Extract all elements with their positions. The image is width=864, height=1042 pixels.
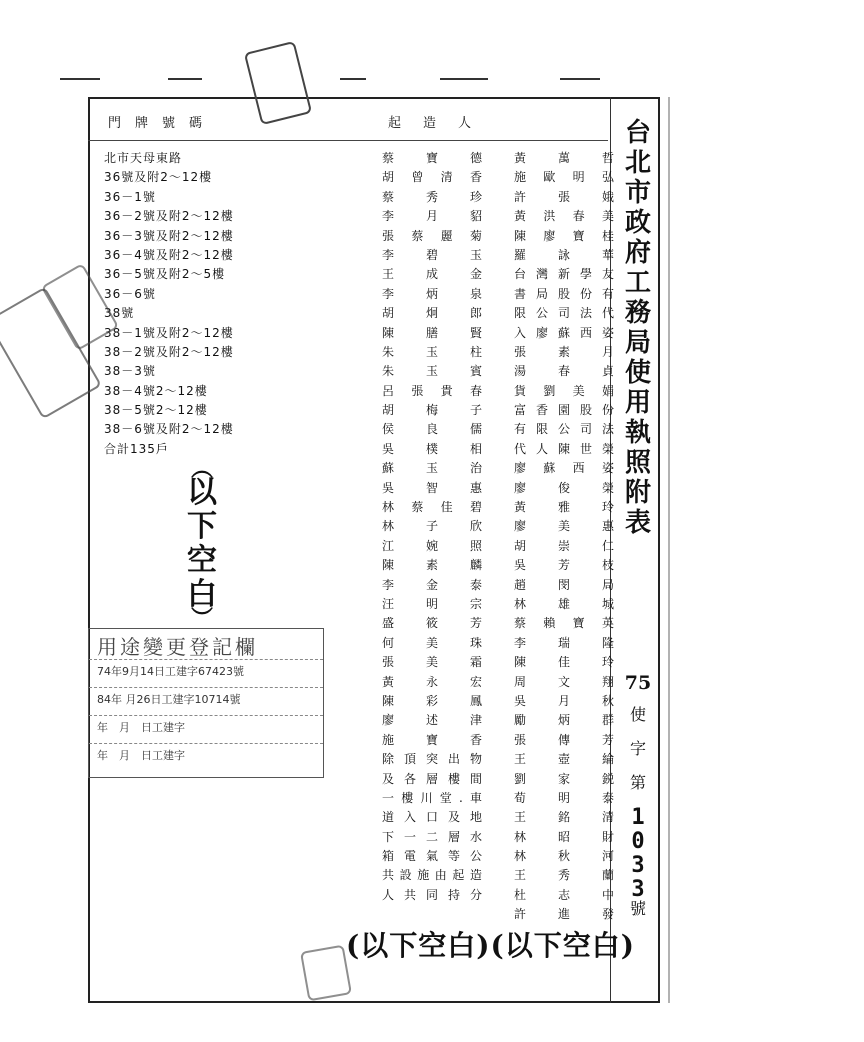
- founder-entry: 王 壺 綸: [514, 752, 614, 767]
- founder-entry: 吳 智 惠: [382, 480, 482, 495]
- founder-entry: 陳 佳 玲: [514, 655, 614, 670]
- title-char: 北: [624, 148, 651, 178]
- title-char: 府: [624, 238, 651, 268]
- founders-header: 起造人: [388, 116, 494, 131]
- title-char: 務: [624, 298, 651, 328]
- founder-entry: 杜 志 中: [514, 887, 614, 902]
- founder-entry: 林 秋 河: [514, 849, 614, 864]
- founder-entry: 共 設 施 由 起 造: [382, 868, 482, 883]
- founder-entry: 道 入 口 及 地: [382, 810, 482, 825]
- serial-digit: 0: [631, 829, 645, 854]
- title-char: 使: [624, 358, 651, 388]
- founder-entry: 蔡 秀 珍: [382, 189, 482, 204]
- founder-entry: 限 公 司 法 代: [514, 306, 614, 321]
- founder-entry: 羅 詠 華: [514, 247, 614, 262]
- note-char: 白: [187, 577, 217, 612]
- scan-mark: [440, 78, 488, 80]
- founder-entry: 胡 炯 郎: [382, 306, 482, 321]
- founder-entry: 周 文 翔: [514, 674, 614, 689]
- founder-entry: 張 素 月: [514, 344, 614, 359]
- handwritten-bottom-note: (以下空白)(以下空白): [346, 929, 635, 962]
- handwritten-blank-note: ︵ 以 下 空 白 ︶: [180, 462, 224, 626]
- address-entry: 36－3號及附2～12樓: [104, 228, 234, 243]
- stamp-row: 84年 月26日工建字10714號: [89, 687, 323, 711]
- founder-entry: 蔡 賴 寶 英: [514, 616, 614, 631]
- note-char: 下: [187, 509, 217, 544]
- founder-entry: 李 月 貂: [382, 209, 482, 224]
- scan-mark: [60, 78, 100, 80]
- founder-entry: 一 樓 川 堂 . 車: [382, 790, 482, 805]
- founder-entry: 陳 膳 賢: [382, 325, 482, 340]
- address-header: 門牌號碼: [108, 116, 217, 131]
- founder-entry: 富 香 園 股 份: [514, 403, 614, 418]
- founders-column-2: [514, 149, 614, 925]
- founder-entry: 李 瑞 隆: [514, 635, 614, 650]
- founder-entry: 入 廖 蘇 西 姿: [514, 325, 614, 340]
- founder-entry: 王 銘 清: [514, 810, 614, 825]
- title-char: 附: [624, 478, 651, 508]
- serial-digit: 1: [631, 805, 645, 830]
- address-entry: 38－1號及附2～12樓: [104, 325, 234, 340]
- founders-column-1: [382, 149, 482, 905]
- founder-entry: 許 進 發: [514, 907, 614, 922]
- address-column: [104, 149, 304, 459]
- founder-entry: 下 一 二 層 水: [382, 829, 482, 844]
- frame-edge: [668, 97, 670, 1003]
- founder-entry: 呂 張 貴 春: [382, 383, 482, 398]
- founder-entry: 林 蔡 佳 碧: [382, 500, 482, 515]
- founder-entry: 施 歐 明 弘: [514, 170, 614, 185]
- founder-entry: 廖 俊 榮: [514, 480, 614, 495]
- title-char: 用: [624, 388, 651, 418]
- founder-entry: 廖 美 惠: [514, 519, 614, 534]
- founder-entry: 王 秀 蘭: [514, 868, 614, 883]
- founder-entry: 吳 芳 枝: [514, 558, 614, 573]
- founder-entry: 及 各 層 樓 間: [382, 771, 482, 786]
- address-entry: 38－3號: [104, 364, 156, 379]
- usage-change-stamp: [88, 628, 324, 778]
- founder-entry: 林 子 欣: [382, 519, 482, 534]
- note-char: 以: [187, 475, 217, 510]
- scan-mark: [340, 78, 366, 80]
- founder-entry: 張 傳 芳: [514, 732, 614, 747]
- permit-year: 75: [624, 672, 652, 694]
- founder-entry: 陳 素 麟: [382, 558, 482, 573]
- founder-entry: 勵 炳 群: [514, 713, 614, 728]
- address-entry: 38－4號2～12樓: [104, 383, 208, 398]
- founder-entry: 李 金 泰: [382, 577, 482, 592]
- table-header: [88, 112, 608, 132]
- founder-entry: 陳 廖 寶 桂: [514, 228, 614, 243]
- founder-entry: 何 美 珠: [382, 635, 482, 650]
- title-char: 照: [624, 448, 651, 478]
- founder-entry: 劉 家 鋭: [514, 771, 614, 786]
- scan-mark: [560, 78, 600, 80]
- founder-entry: 貨 劉 美 娟: [514, 383, 614, 398]
- founder-entry: 代 人 陳 世 榮: [514, 441, 614, 456]
- address-entry: 38號: [104, 306, 135, 321]
- founder-entry: 黃 永 宏: [382, 674, 482, 689]
- founder-entry: 江 婉 照: [382, 538, 482, 553]
- founder-entry: 林 昭 財: [514, 829, 614, 844]
- founder-entry: 湯 春 貞: [514, 364, 614, 379]
- founder-entry: 林 雄 城: [514, 596, 614, 611]
- founder-entry: 除 頂 突 出 物: [382, 752, 482, 767]
- note-char: 空: [187, 543, 217, 578]
- address-entry: 36－4號及附2～12樓: [104, 247, 234, 262]
- founder-entry: 汪 明 宗: [382, 596, 482, 611]
- seal-stamp: [300, 945, 352, 1002]
- header-divider: [88, 140, 608, 141]
- address-entry: 36－1號: [104, 189, 156, 204]
- founder-entry: 荀 明 泰: [514, 790, 614, 805]
- permit-serial: [623, 806, 653, 902]
- title-char: 政: [624, 208, 651, 238]
- founder-entry: 王 成 金: [382, 267, 482, 282]
- founder-entry: 侯 良 儒: [382, 422, 482, 437]
- founder-entry: 人 共 同 持 分: [382, 887, 482, 902]
- founder-entry: 盛 筱 芳: [382, 616, 482, 631]
- title-char: 執: [624, 418, 651, 448]
- address-entry: 38－5號2～12樓: [104, 403, 208, 418]
- founder-entry: 張 美 霜: [382, 655, 482, 670]
- serial-digit: 3: [631, 853, 645, 878]
- address-entry: 38－6號及附2～12樓: [104, 422, 234, 437]
- founder-entry: 張 蔡 麗 菊: [382, 228, 482, 243]
- stamp-row: 年 月 日工建字: [89, 743, 323, 767]
- founder-entry: 有 限 公 司 法: [514, 422, 614, 437]
- founder-entry: 施 寶 香: [382, 732, 482, 747]
- address-entry: 合計135戶: [104, 441, 169, 456]
- address-entry: 36－5號及附2～5樓: [104, 267, 226, 282]
- permit-suffix: 號: [629, 899, 646, 918]
- title-char: 台: [624, 118, 651, 148]
- permit-label-char: 使: [629, 705, 646, 724]
- founder-entry: 黃 萬 哲: [514, 151, 614, 165]
- scan-mark: [168, 78, 202, 80]
- founder-entry: 胡 曾 清 香: [382, 170, 482, 185]
- founder-entry: 書 局 股 份 有: [514, 286, 614, 301]
- address-entry: 北市天母東路: [104, 151, 183, 165]
- title-char: 表: [624, 508, 651, 538]
- document-title: [620, 118, 656, 538]
- permit-label-char: 字: [629, 739, 646, 758]
- founder-entry: 許 張 娥: [514, 189, 614, 204]
- address-entry: 36－6號: [104, 286, 156, 301]
- title-char: 局: [624, 328, 651, 358]
- founder-entry: 趙 閔 局: [514, 577, 614, 592]
- founder-entry: 黃 雅 玲: [514, 500, 614, 515]
- founder-entry: 箱 電 氣 等 公: [382, 849, 482, 864]
- founder-entry: 朱 玉 柱: [382, 344, 482, 359]
- title-char: 工: [624, 268, 651, 298]
- title-char: 市: [624, 178, 651, 208]
- address-entry: 38－2號及附2～12樓: [104, 344, 234, 359]
- stamp-row: 年 月 日工建字: [89, 715, 323, 739]
- founder-entry: 朱 玉 賓: [382, 364, 482, 379]
- permit-label-char: 第: [629, 773, 646, 792]
- stamp-row: 74年9月14日工建字67423號: [89, 659, 323, 683]
- founder-entry: 黃 洪 春 美: [514, 209, 614, 224]
- address-entry: 36－2號及附2～12樓: [104, 209, 234, 224]
- founder-entry: 蘇 玉 治: [382, 461, 482, 476]
- founder-entry: 廖 蘇 西 姿: [514, 461, 614, 476]
- founder-entry: 吳 月 秋: [514, 693, 614, 708]
- founder-entry: 陳 彩 鳳: [382, 693, 482, 708]
- founder-entry: 台 灣 新 學 友: [514, 267, 614, 282]
- founder-entry: 李 炳 泉: [382, 286, 482, 301]
- stamp-title: 用途變更登記欄: [97, 635, 258, 659]
- founder-entry: 廖 述 津: [382, 713, 482, 728]
- founder-entry: 蔡 寶 德: [382, 151, 482, 165]
- founder-entry: 胡 崇 仁: [514, 538, 614, 553]
- serial-digit: 3: [631, 877, 645, 902]
- address-entry: 36號及附2～12樓: [104, 170, 213, 185]
- founder-entry: 李 碧 玉: [382, 247, 482, 262]
- founder-entry: 吳 樸 相: [382, 441, 482, 456]
- founder-entry: 胡 梅 子: [382, 403, 482, 418]
